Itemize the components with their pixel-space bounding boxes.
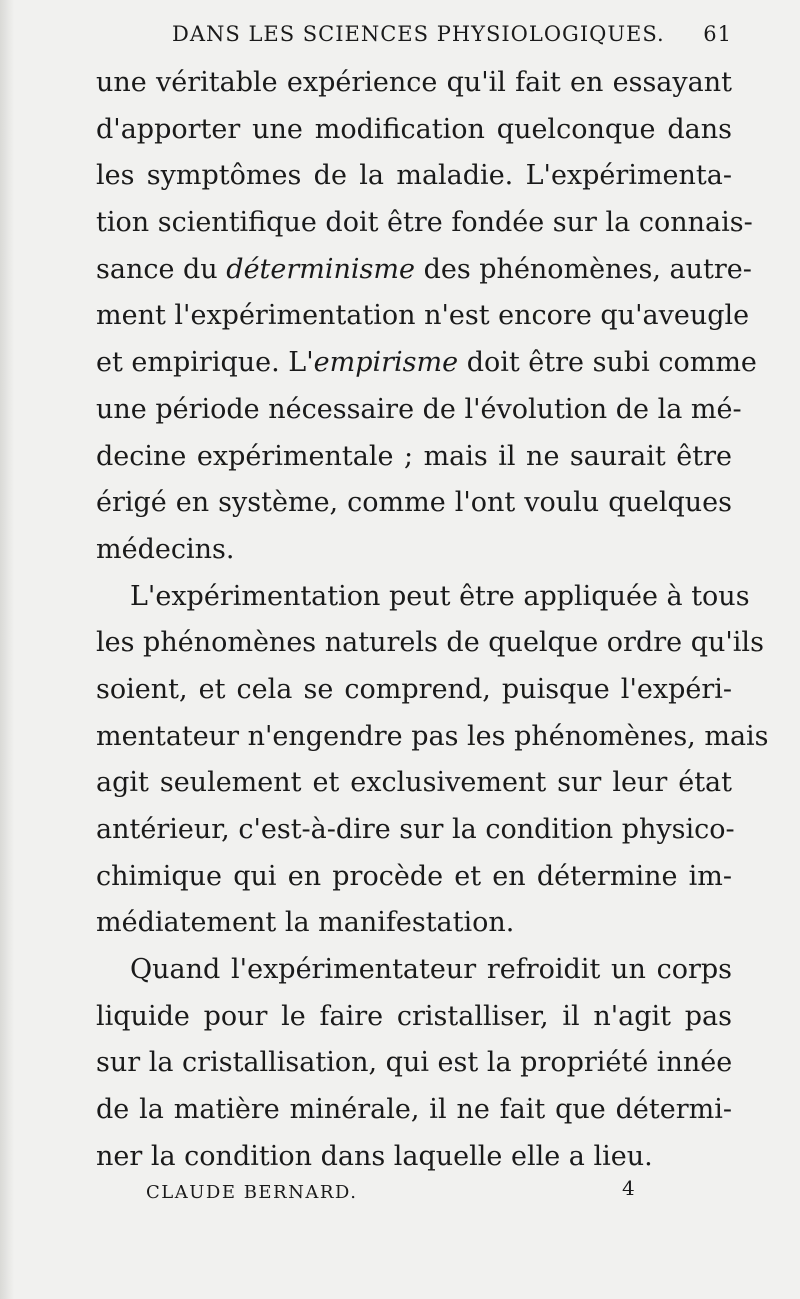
text-line: tion scientifique doit être fondée sur la connais-	[96, 207, 753, 239]
page-footer	[146, 1176, 646, 1210]
italic-term: empirisme	[313, 347, 459, 379]
signature-number: 4	[622, 1176, 637, 1200]
text-line: decine expérimentale ; mais il ne saurait être	[96, 440, 732, 472]
text-line: antérieur, c'est-à-dire sur la condition physico-	[96, 814, 735, 845]
text-line: ner la condition dans laquelle elle a lieu.	[96, 1140, 653, 1172]
paragraph-3	[96, 947, 732, 1180]
signature-mark: CLAUDE BERNARD.	[146, 1182, 358, 1203]
text-line: médecins.	[96, 533, 235, 565]
text-run: sance du	[96, 253, 227, 285]
paragraph-2	[96, 574, 769, 948]
text-line: sur la cristallisation, qui est la propriété innée	[96, 1047, 733, 1079]
text-line: agit seulement et exclusivement sur leur état	[96, 767, 732, 799]
text-line: mentateur n'engendre pas les phénomènes, mais	[96, 720, 769, 752]
text-line: les symptômes de la maladie. L'expérimenta-	[96, 160, 732, 192]
page-number: 61	[703, 22, 732, 46]
text-run: et empirique. L'	[96, 347, 314, 379]
text-line: chimique qui en procède et en détermine im-	[96, 860, 732, 892]
text-line: de la matière minérale, il ne fait que détermi-	[96, 1094, 732, 1126]
text-line: les phénomènes naturels de quelque ordre qu'ils	[96, 627, 764, 659]
text-run: doit être subi comme	[458, 347, 757, 379]
text-line: Quand l'expérimentateur refroidit un corps	[130, 954, 732, 986]
text-line: soient, et cela se comprend, puisque l'expéri-	[96, 673, 732, 705]
text-line: L'expérimentation peut être appliquée à tous	[130, 580, 750, 612]
text-line: érigé en système, comme l'ont voulu quelques	[96, 487, 732, 519]
running-title: DANS LES SCIENCES PHYSIOLOGIQUES.	[172, 22, 665, 46]
text-line: liquide pour le faire cristalliser, il n'agit pas	[96, 1000, 732, 1032]
italic-term: déterminisme	[226, 253, 415, 285]
text-line: ment l'expérimentation n'est encore qu'aveugle	[96, 300, 750, 332]
paragraph-1	[96, 60, 757, 574]
text-line: d'apporter une modification quelconque dans	[96, 113, 732, 145]
page-left-edge	[0, 0, 14, 1299]
running-header	[172, 22, 732, 56]
text-line: une période nécessaire de l'évolution de la mé-	[96, 393, 742, 425]
text-line: une véritable expérience qu'il fait en essayant	[96, 67, 732, 98]
text-line: médiatement la manifestation.	[96, 907, 515, 939]
text-run: des phénomènes, autre-	[414, 253, 752, 285]
text-line	[96, 247, 752, 294]
body-text	[96, 60, 769, 1181]
text-line	[96, 340, 757, 387]
